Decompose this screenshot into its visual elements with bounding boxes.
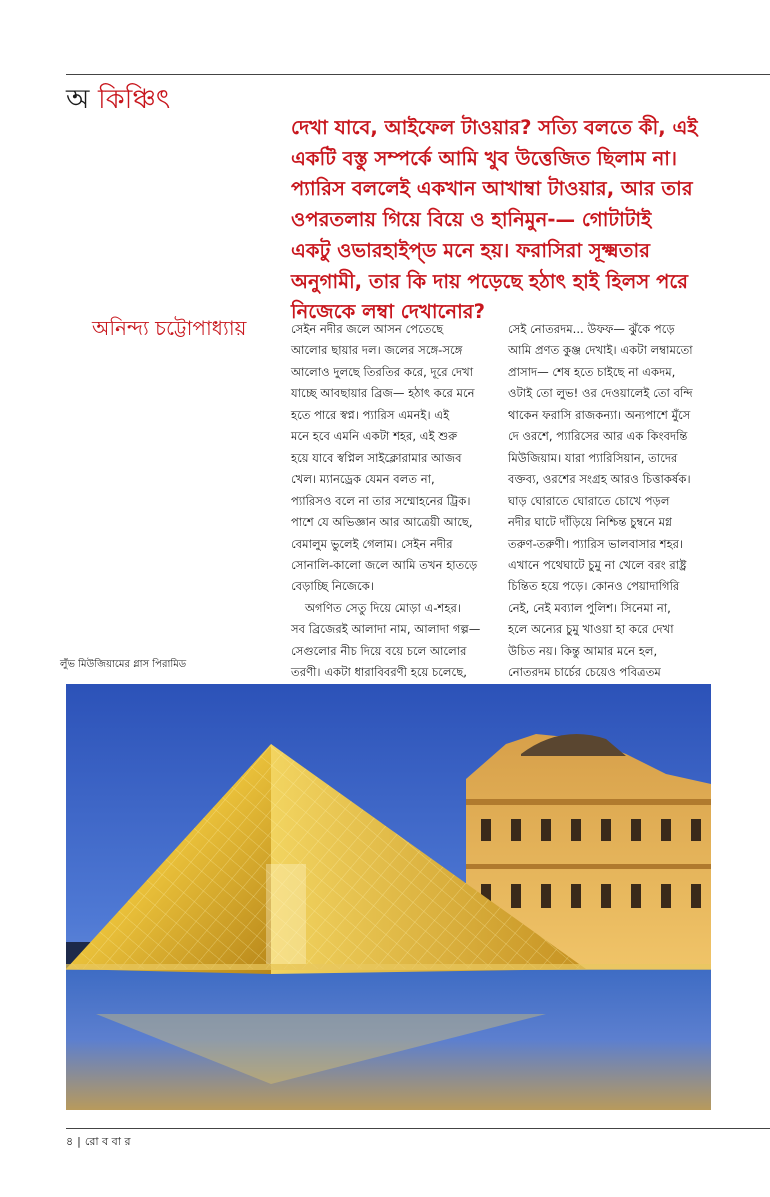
body-line: সেগুলোর নীচ দিয়ে বয়ে চলে আলোর (291, 643, 467, 658)
body-line: নদীর ঘাটে দাঁড়িয়ে নিশ্চিন্ত চুম্বনে মগ্ন (508, 515, 672, 530)
section-header (66, 82, 170, 118)
body-line: আলোর ছায়ার দল। জলের সঙ্গে-সঙ্গে (291, 343, 463, 358)
body-line: পাশে যে অভিজ্ঞান আর আত্রেয়ী আছে, (291, 515, 473, 530)
body-line: বক্তব্য, ওরশের সংগ্রহ আরও চিত্তাকর্ষক। (508, 472, 691, 487)
body-line: সোনালি-কালো জলে আমি তখন হাতড়ে (291, 557, 478, 572)
body-line: মিউজিয়াম। যারা প্যারিসিয়ান, তাদের (508, 450, 678, 465)
body-line: প্যারিসও বলে না তার সম্মোহনের ট্রিক। (291, 493, 471, 508)
body-line: সব ব্রিজেরই আলাদা নাম, আলাদা গল্প— (291, 622, 481, 637)
body-line: তরুণ-তরুণী। প্যারিস ভালবাসার শহর। (508, 536, 684, 551)
bottom-rule (66, 1128, 770, 1129)
body-line: আমি প্রণত কুঞ্জ দেখাই। একটা লম্বামতো (508, 343, 693, 358)
pull-quote-line: ওপরতলায় গিয়ে বিয়ে ও হানিমুন-— গোটাটাই (291, 208, 652, 232)
body-line: তরণী। একটা ধারাবিবরণী হয়ে চলেছে, (291, 665, 467, 680)
body-line: হয়ে যাবে স্বপ্নিল সাইক্লোরামার আজব (291, 450, 462, 465)
body-line: খেল। ম্যানড্রেক যেমন বলত না, (291, 472, 435, 487)
page-footer (66, 1134, 131, 1150)
body-line: বেড়াচ্ছি নিজেকে। (291, 579, 374, 594)
body-line: দে ওরশে, প্যারিসের আর এক কিংবদন্তি (508, 429, 688, 444)
magazine-name: রো ব বা র (84, 1135, 131, 1148)
body-line: বেমালুম ভুলেই গেলাম। সেইন নদীর (291, 536, 453, 551)
body-line: উচিত নয়। কিন্তু আমার মনে হল, (508, 643, 658, 658)
pull-quote (291, 113, 741, 328)
body-line: হলে অন্যের চুমু খাওয়া হা করে দেখা (508, 622, 674, 637)
pull-quote-line: একটি বস্তু সম্পর্কে আমি খুব উত্তেজিত ছিলাম না। (291, 146, 677, 170)
body-line: থাকেন ফরাসি রাজকন্যা। অন্যপাশে মুঁসে (508, 407, 691, 422)
louvre-pyramid-photo (66, 684, 711, 1110)
pull-quote-line: দেখা যাবে, আইফেল টাওয়ার? সত্যি বলতে কী, এই (291, 116, 698, 139)
pull-quote-line: নিজেকে লম্বা দেখানোর? (291, 300, 485, 324)
body-line: যাচ্ছে আবছায়ার ব্রিজ— হঠাৎ করে মনে (291, 386, 475, 401)
body-line: ঘাড় ঘোরাতে ঘোরাতে চোখে পড়ল (508, 493, 670, 508)
body-line: চিন্তিত হয়ে পড়ে। কোনও পেয়াদাগিরি (508, 579, 680, 594)
pull-quote-line: একটু ওভারহাইপ্‌ড মনে হয়। ফরাসিরা সূক্ষ্মতার (291, 238, 650, 262)
page-number: ৪ (66, 1135, 74, 1148)
body-line: মনে হবে এমনি একটা শহর, এই শুরু (291, 429, 458, 444)
body-line: এখানে পথেঘাটে চুমু না খেলে বরং রাষ্ট্র (508, 557, 687, 572)
pull-quote-line: অনুগামী, তার কি দায় পড়েছে হঠাৎ হাই হিলস পরে (291, 269, 689, 293)
body-line: আলোও দুলছে তিরতির করে, দূরে দেখা (291, 364, 474, 379)
top-rule (66, 74, 770, 75)
photo-caption: লুঁভ মিউজিয়ামের গ্লাস পিরামিড (60, 659, 187, 670)
body-line: ওটাই তো লুভ! ওর দেওয়ালেই তো বন্দি (508, 386, 693, 401)
section-prefix: অ (66, 84, 90, 115)
pull-quote-line: প্যারিস বললেই একখান আখাম্বা টাওয়ার, আর তার (291, 177, 693, 201)
body-line: প্রাসাদ— শেষ হতে চাইছে না একদম, (508, 364, 676, 379)
section-title: কিঞ্চিৎ (97, 84, 171, 115)
body-line: সেইন নদীর জলে আসন পেতেছে (291, 322, 444, 336)
body-line: সেই নোতরদম... উফফ— ঝুঁকে পড়ে (508, 322, 675, 336)
body-line: নেই, নেই মব্যাল পুলিশ। সিনেমা না, (508, 600, 671, 615)
body-line: অগণিত সেতু দিয়ে মোড়া এ-শহর। (305, 600, 461, 615)
body-line: হতে পারে স্বপ্ন। প্যারিস এমনই। এই (291, 407, 450, 422)
footer-separator: | (77, 1135, 81, 1148)
body-line: নোতরদম চার্চের চেয়েও পবিত্রতম (508, 665, 661, 680)
author-byline: অনিন্দ্য চট্টোপাধ্যায় (92, 316, 247, 340)
